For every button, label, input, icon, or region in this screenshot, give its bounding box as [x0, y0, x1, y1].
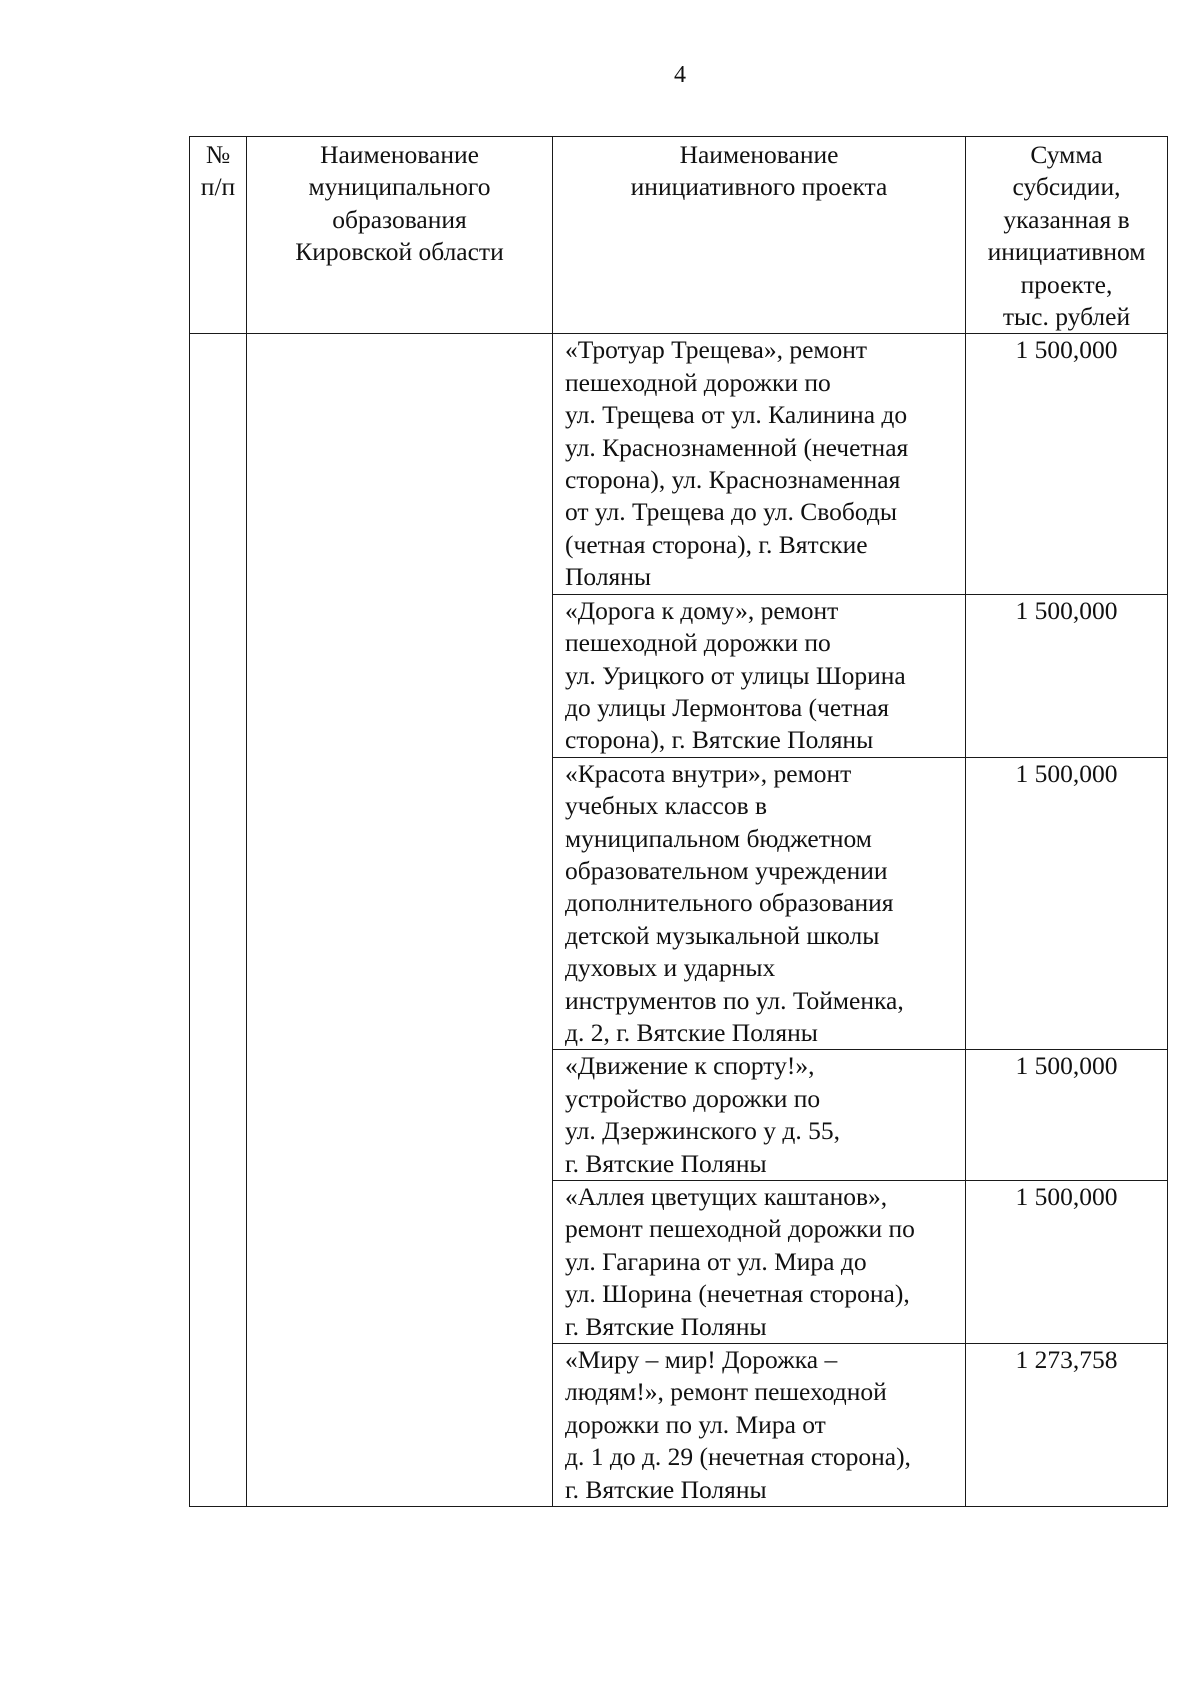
- table-row: [190, 334, 1168, 594]
- project-cell: «Тротуар Трещева», ремонт пешеходной дорожки по ул. Трещева от ул. Калинина до ул. Краснознаменной (нечетная сторона), ул. Краснознаменная от ул. Трещева до ул. Свободы (четная сторона), г. Вятские Поляны: [553, 334, 966, 594]
- table-header-row: [190, 137, 1168, 334]
- header-municipality: Наименование муниципального образования Кировской области: [247, 137, 553, 334]
- project-cell: «Дорога к дому», ремонт пешеходной дорожки по ул. Урицкого от улицы Шорина до улицы Лермонтова (четная сторона), г. Вятские Поляны: [553, 594, 966, 757]
- municipality-cell-empty: [247, 334, 553, 1507]
- header-sum: Сумма субсидии, указанная в инициативном проекте, тыс. рублей: [966, 137, 1168, 334]
- sum-cell: 1 500,000: [966, 1181, 1168, 1344]
- project-cell: «Аллея цветущих каштанов», ремонт пешеходной дорожки по ул. Гагарина от ул. Мира до ул. Шорина (нечетная сторона), г. Вятские Поляны: [553, 1181, 966, 1344]
- sum-cell: 1 273,758: [966, 1344, 1168, 1507]
- sum-cell: 1 500,000: [966, 594, 1168, 757]
- sum-cell: 1 500,000: [966, 757, 1168, 1050]
- header-project: Наименование инициативного проекта: [553, 137, 966, 334]
- project-cell: «Красота внутри», ремонт учебных классов в муниципальном бюджетном образовательном учреждении дополнительного образования детской музыкальной школы духовых и ударных инструментов по ул. Тойменка, д. 2, г. Вятские Поляны: [553, 757, 966, 1050]
- subsidy-table: [189, 136, 1168, 1507]
- page-number: 4: [674, 62, 686, 88]
- num-cell-empty: [190, 334, 247, 1507]
- sum-cell: 1 500,000: [966, 334, 1168, 594]
- sum-cell: 1 500,000: [966, 1050, 1168, 1181]
- project-cell: «Миру – мир! Дорожка – людям!», ремонт пешеходной дорожки по ул. Мира от д. 1 до д. 29 (нечетная сторона), г. Вятские Поляны: [553, 1344, 966, 1507]
- project-cell: «Движение к спорту!», устройство дорожки по ул. Дзержинского у д. 55, г. Вятские Поляны: [553, 1050, 966, 1181]
- header-num: № п/п: [190, 137, 247, 334]
